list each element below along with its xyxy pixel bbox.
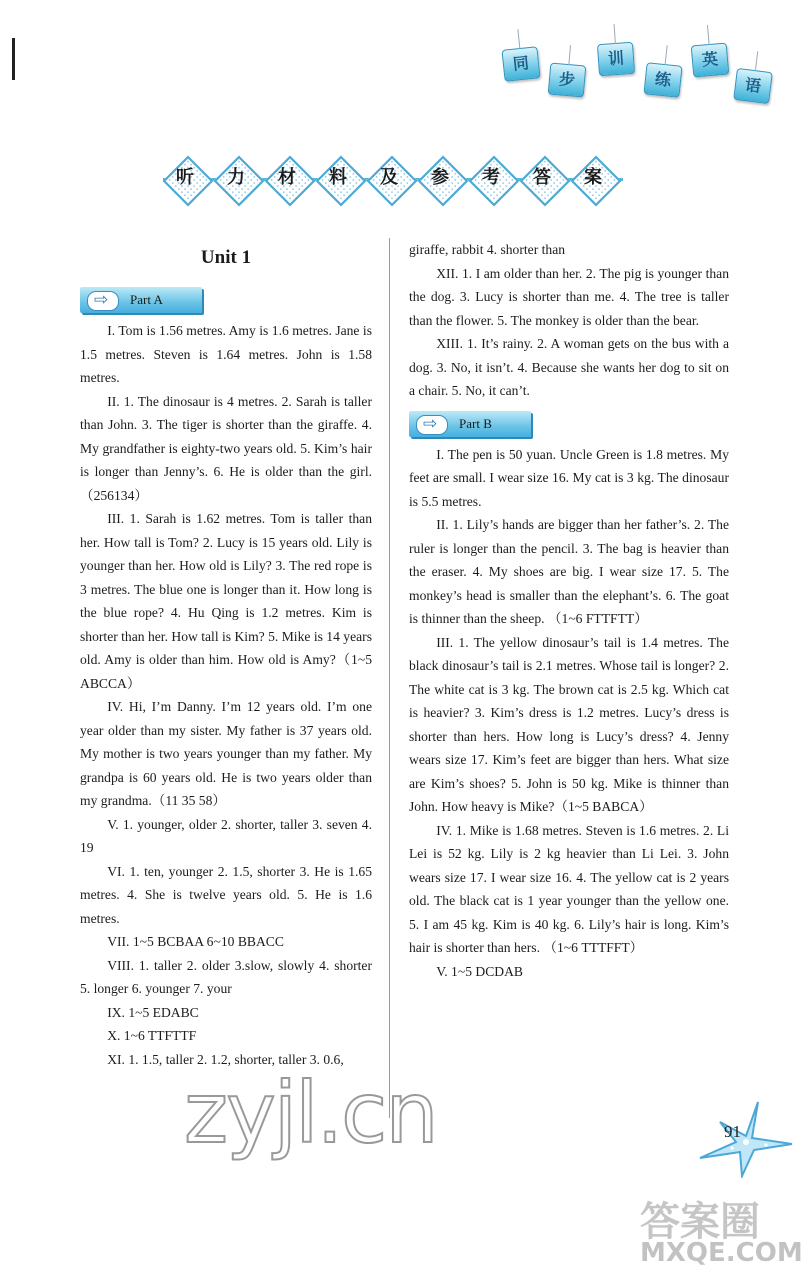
title-diamond xyxy=(571,156,615,200)
margin-mark xyxy=(12,38,15,80)
arrow-icon xyxy=(87,291,119,311)
answer-paragraph: XIII. 1. It’s rainy. 2. A woman gets on the bus with a dog. 3. No, it isn’t. 4. Because she wants her dog to sit on a chair. 5. No, it can’t. xyxy=(409,336,729,398)
title-char: 力 xyxy=(227,167,245,188)
answer-paragraph: X. 1~6 TTFTTF xyxy=(107,1028,197,1043)
header-tag: 训 xyxy=(597,42,635,76)
title-char: 及 xyxy=(380,167,398,188)
title-diamond xyxy=(214,156,258,200)
answer-paragraph: I. Tom is 1.56 metres. Amy is 1.6 metres. Jane is 1.5 metres. Steven is 1.64 metres. John is 1.58 metres. xyxy=(80,323,372,385)
answer-paragraph: VIII. 1. taller 2. older 3.slow, slowly 4. shorter 5. longer 6. younger 7. your xyxy=(80,957,372,996)
title-diamond xyxy=(469,156,513,200)
title-diamond xyxy=(520,156,564,200)
answer-paragraph: V. 1. younger, older 2. shorter, taller 3. seven 4. 19 xyxy=(80,816,372,855)
right-column xyxy=(409,238,729,983)
answer-paragraph: VI. 1. ten, younger 2. 1.5, shorter 3. He is 1.65 metres. 4. She is twelve years old. 5. He is 1.6 metres. xyxy=(80,863,372,926)
title-diamond xyxy=(418,156,462,200)
watermark-logo: 答案圈 xyxy=(640,1199,760,1245)
arrow-icon xyxy=(416,415,448,435)
answer-paragraph: XI. 1. 1.5, taller 2. 1.2, shorter, taller 3. 0.6, xyxy=(107,1051,344,1067)
answer-paragraph: XII. 1. I am older than her. 2. The pig is younger than the dog. 3. Lucy is shorter than me. 4. The tree is taller than the flower. 5. The monkey is older than the bear. xyxy=(409,265,729,328)
answer-paragraph: III. 1. Sarah is 1.62 metres. Tom is taller than her. How tall is Tom? 2. Lucy is 15 years old. Lily is younger than her. How old is Lily? 3. The red rope is 3 metres. The blue one is longer than it. How long is the blue rope? 4. Hu Qing is 1.2 metres. Kim is shorter than her. How tall is Kim? 5. Mike is 14 years old. Amy is older than him. How old is Amy?（1~5 ABCCA） xyxy=(80,511,372,691)
answer-paragraph: VII. 1~5 BCBAA 6~10 BBACC xyxy=(107,934,284,949)
title-char: 答 xyxy=(533,167,551,188)
answer-paragraph: III. 1. The yellow dinosaur’s tail is 1.4 metres. The black dinosaur’s tail is 2.1 metres. Whose tail is longer? 2. The white cat is 3 kg. The brown cat is 2.5 kg. Which cat is heavier? 3. Kim’s dress is 1.2 metres. Lucy’s dress is shorter than hers. How long is Lucy’s dress? 4. Jenny wears size 17. Kim’s feet are bigger than hers. What size are Kim’s shoes? 5. John is 50 kg. Mike is thinner than John. How heavy is Mike?（1~5 BABCA） xyxy=(409,634,729,814)
page-number: 91 xyxy=(724,1122,741,1141)
title-diamond xyxy=(316,156,360,200)
part-b-label: Part B xyxy=(459,415,492,431)
title-char: 考 xyxy=(482,167,500,188)
starfish-icon xyxy=(696,1098,796,1178)
part-a-badge xyxy=(80,287,202,313)
title-char: 案 xyxy=(584,167,602,188)
answer-paragraph: IX. 1~5 EDABC xyxy=(107,1004,199,1020)
header-tag: 英 xyxy=(691,42,730,77)
watermark: zyjl.cn xyxy=(184,1064,437,1162)
left-column xyxy=(80,245,372,1071)
answer-paragraph: I. The pen is 50 yuan. Uncle Green is 1.8 metres. My feet are small. I wear size 16. My cat is 3 kg. The dinosaur is 5.5 metres. xyxy=(409,446,729,509)
title-char: 参 xyxy=(431,167,449,188)
part-b-badge xyxy=(409,411,531,437)
header-tag: 语 xyxy=(733,68,773,104)
title-char: 材 xyxy=(278,167,296,188)
header-tag: 同 xyxy=(501,46,540,82)
part-a-label: Part A xyxy=(130,292,163,307)
answer-paragraph: II. 1. The dinosaur is 4 metres. 2. Sarah is taller than John. 3. The tiger is shorter than the giraffe. 4. My grandfather is eighty-two years old. 5. Kim’s hair is longer than Jenny’s. 6. He is older than the girl.（256134） xyxy=(80,393,372,503)
column-divider xyxy=(389,238,390,1118)
section-title xyxy=(163,150,623,210)
title-diamond xyxy=(163,156,207,200)
answer-paragraph: IV. Hi, I’m Danny. I’m 12 years old. I’m one year older than my sister. My father is 37 years old. My mother is two years younger than my father. My grandpa is 60 years old. He is two years older than my grandma.（11 35 58） xyxy=(80,699,372,808)
watermark-url: MXQE.COM xyxy=(640,1238,803,1268)
header-tag: 练 xyxy=(643,62,682,98)
header-tag: 步 xyxy=(548,62,587,97)
title-diamond xyxy=(265,156,309,200)
title-diamond xyxy=(367,156,411,200)
title-char: 料 xyxy=(329,167,347,188)
answer-paragraph: giraffe, rabbit 4. shorter than xyxy=(409,242,566,257)
title-char: 听 xyxy=(176,167,194,188)
answer-paragraph: V. 1~5 DCDAB xyxy=(436,963,523,979)
unit-title: Unit 1 xyxy=(200,247,252,268)
answer-paragraph: IV. 1. Mike is 1.68 metres. Steven is 1.6 metres. 2. Li Lei is 52 kg. Lily is 2 kg heavier than Li Lei. 3. John wears size 17. I wear size 16. 4. The yellow cat is 2 years old. The black cat is 1 year younger than the yellow one. 5. I am 45 kg. Kim is 40 kg. 6. Lily’s hair is long. Kim’s hair is shorter than hers. （1~6 TTTFFT） xyxy=(409,822,729,955)
answer-paragraph: II. 1. Lily’s hands are bigger than her father’s. 2. The ruler is longer than the pencil. 3. The bag is heavier than the eraser. 4. My shoes are big. I wear size 17. 5. The monkey’s head is smaller than the elephant’s. 6. The goat is thinner than the sheep. （1~6 FTTFTT） xyxy=(409,517,729,626)
